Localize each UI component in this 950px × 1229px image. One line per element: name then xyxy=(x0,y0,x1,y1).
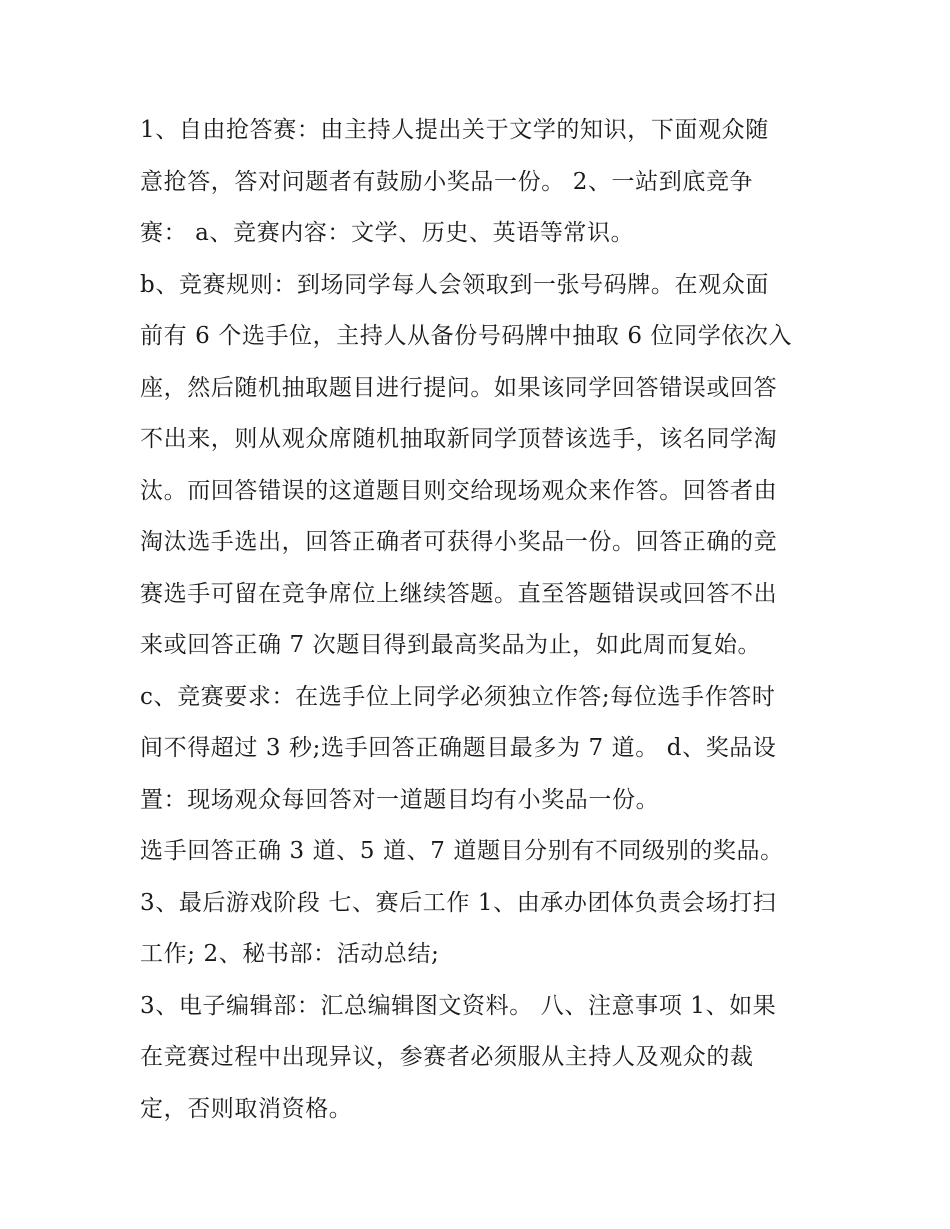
text-line-4: b、竞赛规则：到场同学每人会领取到一张号码牌。在观众面 xyxy=(140,271,769,298)
text-line-6: 座，然后随机抽取题目进行提问。如果该同学回答错误或回答 xyxy=(140,374,778,401)
text-line-15: 选手回答正确 3 道、5 道、7 道题目分别有不同级别的奖品。 xyxy=(140,838,784,864)
text-line-10: 赛选手可留在竞争席位上继续答题。直至答题错误或回答不出 xyxy=(140,580,778,607)
document-body xyxy=(140,105,820,1135)
text-line-2: 意抢答，答对问题者有鼓励小奖品一份。 2、一站到底竞争 xyxy=(140,168,754,195)
text-line-1: 1、自由抢答赛：由主持人提出关于文学的知识，下面观众随 xyxy=(140,117,769,143)
text-line-9: 淘汰选手选出，回答正确者可获得小奖品一份。回答正确的竞 xyxy=(140,529,778,555)
text-line-14: 置：现场观众每回答对一道题目均有小奖品一份。 xyxy=(140,786,660,813)
text-line-12: c、竞赛要求：在选手位上同学必须独立作答;每位选手作答时 xyxy=(140,683,776,710)
text-line-17: 工作; 2、秘书部：活动总结; xyxy=(140,941,440,967)
text-line-8: 汰。而回答错误的这道题目则交给现场观众来作答。回答者由 xyxy=(140,477,778,504)
text-line-3: 赛： a、竞赛内容：文学、历史、英语等常识。 xyxy=(140,220,635,246)
text-line-20: 定，否则取消资格。 xyxy=(140,1095,353,1122)
text-line-19: 在竞赛过程中出现异议，参赛者必须服从主持人及观众的裁 xyxy=(140,1044,754,1070)
text-line-5: 前有 6 个选手位，主持人从备份号码牌中抽取 6 位同学依次入 xyxy=(140,323,793,349)
text-line-7: 不出来，则从观众席随机抽取新同学顶替该选手，该名同学淘 xyxy=(140,426,778,452)
text-line-18: 3、电子编辑部：汇总编辑图文资料。 八、注意事项 1、如果 xyxy=(140,992,777,1019)
text-line-16: 3、最后游戏阶段 七、赛后工作 1、由承办团体负责会场打扫 xyxy=(140,889,777,916)
text-line-13: 间不得超过 3 秒;选手回答正确题目最多为 7 道。 d、奖品设 xyxy=(140,735,777,761)
text-line-11: 来或回答正确 7 次题目得到最高奖品为止，如此周而复始。 xyxy=(140,632,762,658)
